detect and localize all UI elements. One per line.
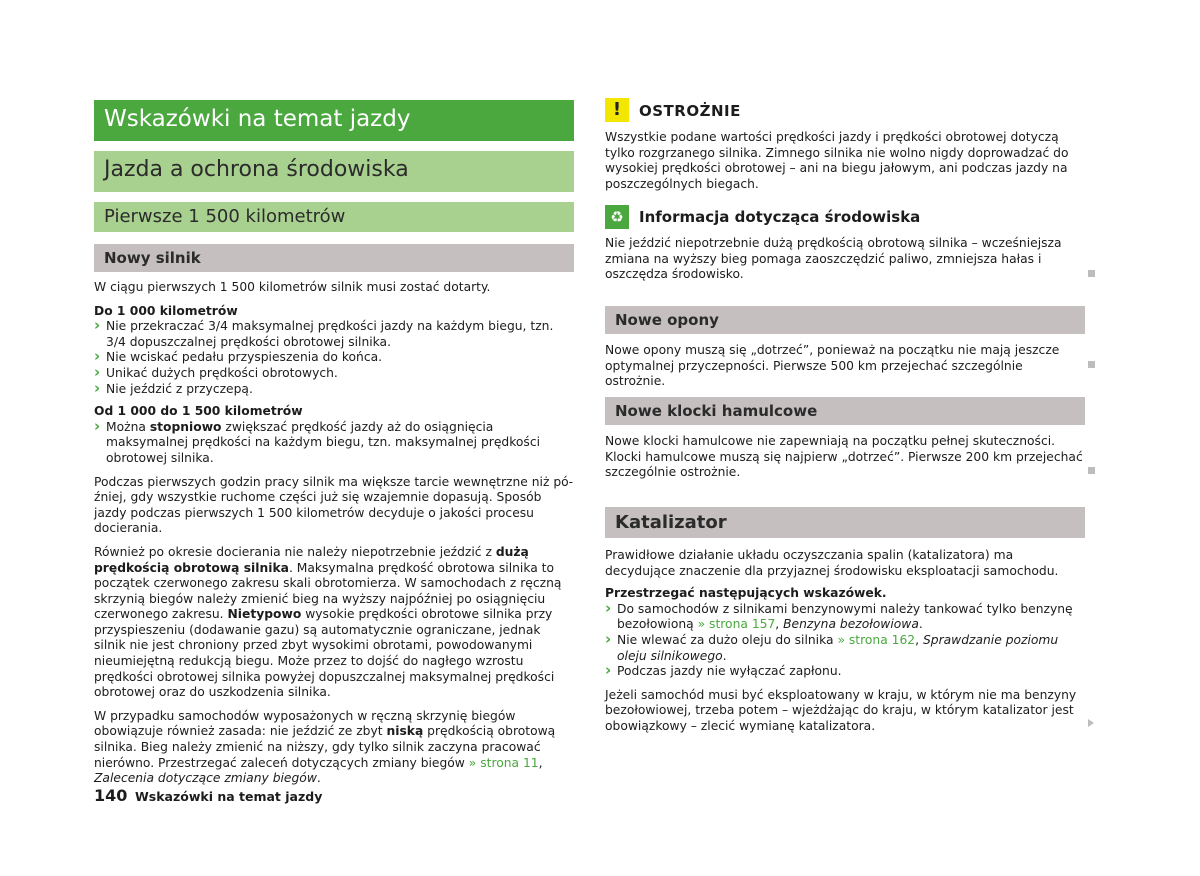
list-item: › Nie wciskać pedału przyspieszenia do końca. [94,350,574,366]
paragraph: W przypadku samochodów wyposażonych w ręczną skrzynię biegów obowiązuje również zasada: nie jeździć ze zbyt niską prędkością obrotową silnika. Bieg należy zmienić na niższy, gdy tylko silnik zaczyna pracować nierówno. Przestrzegać zaleceń dotyczących zmiany biegów » strona 11, Zalecenia dotyczące zmiany biegów. [94,708,556,786]
new-brake-pads-title: Nowe klocki hamulcowe [605,397,1085,425]
chapter-title: Wskazówki na temat jazdy [94,100,574,141]
caution-text: Wszystkie podane wartości prędkości jazdy i prędkości obrotowej dotyczą tylko rozgrzanego silnika. Zimnego silnika nie wolno nigdy doprowadzać do wysokiej prędkości obrotowej – ani na biegu jałowym, ani podczas jazdy na poszczególnych biegach. [605,130,1069,191]
section-end-square [1088,467,1095,474]
catalyst-title: Katalizator [605,507,1085,538]
list-item: › Nie przekraczać 3/4 maksymalnej prędkości jazdy na każdym biegu, tzn. 3/4 dopuszczalnej prędkości obrotowej silnika. [94,319,574,350]
list-item: › Można stopniowo zwiększać prędkość jazdy aż do osiągnięcia maksymalnej prędkości na każdym biegu, tzn. maksymalnej prędkości obrotowej silnika. [94,420,574,467]
section-title: Jazda a ochrona środowiska [94,151,574,192]
environment-note-title: Informacja dotycząca środowiska [639,208,921,226]
subheading-1500: Od 1 000 do 1 500 kilometrów [94,404,303,419]
paragraph: Również po okresie docierania nie należy niepotrzebnie jeździć z dużą prędkością obrotową silnika. Maksymalna prędkość obrotowa silnika to początek czerwonego zakresu skali obrotomierza. W samochodach z ręczną skrzynią biegów należy zmienić bieg na wyższy najpóźniej po osiągnięciu czerwonego zakresu. Nietypowo wysokie prędkości obrotowe silnika przy przyspieszeniu (dodawanie gazu) są automatycznie ograniczane, jednak silnik nie jest chroniony przed zbyt wysokimi obrotami, powodowanymi nieumiejętną redukcją biegu. Może przez to dojść do nagłego wzrostu prędkości obrotowej silnika powyżej dopuszczalnej maksymalnej prędkości obrotowej oraz do uszkodzenia silnika. [94,544,562,700]
page-link[interactable]: » strona 157 [697,617,776,632]
paragraph: Prawidłowe działanie układu oczyszczania spalin (katalizatora) ma decydujące znaczenie dla przyjaznej środowisku eksploatacji samochodu. [605,548,1059,578]
list-item: › Unikać dużych prędkości obrotowych. [94,366,574,382]
catalyst-content [605,548,1085,735]
continue-arrow [1088,719,1094,727]
paragraph: Jeżeli samochód musi być eksploatowany w kraju, w którym nie ma benzyny bezołowiowej, trzeba potem – wjeżdżając do kraju, w którym katalizator jest obowiązkowy – zlecić wymianę katalizatora. [605,687,1077,733]
list-item: › Podczas jazdy nie wyłączać zapłonu. [605,664,1085,680]
list-item: › Nie jeździć z przyczepą. [94,382,574,398]
caution-title: OSTROŻNIE [639,102,741,120]
new-tyres-text: Nowe opony muszą się „dotrzeć”, ponieważ na początku nie mają jeszcze optymalnej przyczepności. Pierwsze 500 km przejechać szczególnie ostrożnie. [605,343,1060,389]
topic-title: Nowy silnik [94,244,574,272]
paragraph: Podczas pierwszych godzin pracy silnik ma większe tarcie wewnętrzne niż później, gdy wszystkie ruchome części już się wzajemnie dopasują. Sposób jazdy podczas pierwszych 1 500 kilometrów decyduje o jakości procesu docierania. [94,474,574,536]
section-end-square [1088,270,1095,277]
new-engine-content [94,280,574,787]
exclamation-icon: ! [605,98,629,122]
subsection-title: Pierwsze 1 500 kilometrów [94,202,574,232]
page-link[interactable]: » strona 11 [468,755,539,770]
list-item: › Nie wlewać za dużo oleju do silnika » strona 162, Sprawdzanie poziomu oleju silnikowego. [605,633,1085,664]
recycle-icon: ♻ [605,205,629,229]
environment-note-text: Nie jeździć niepotrzebnie dużą prędkością obrotową silnika – wcześniejsza zmiana na wyższy bieg pomaga zaoszczędzić paliwo, zmniejsza hałas i oszczędza środowisko. [605,236,1062,282]
subheading: Przestrzegać następujących wskazówek. [605,586,887,601]
page-number: 140 [94,786,128,805]
section-end-square [1088,361,1095,368]
running-footer-title: Wskazówki na temat jazdy [135,789,323,804]
new-tyres-title: Nowe opony [605,306,1085,334]
page-link[interactable]: » strona 162 [837,632,916,647]
new-brake-pads-text: Nowe klocki hamulcowe nie zapewniają na początku pełnej skuteczności. Klocki hamulcowe muszą się najpierw „dotrzeć”. Pierwsze 200 km przejechać szczególnie ostrożnie. [605,434,1083,480]
subheading-1000: Do 1 000 kilometrów [94,303,238,318]
list-item: › Do samochodów z silnikami benzynowymi należy tankować tylko benzynę bezołowioną » strona 157, Benzyna bezołowiowa. [605,602,1085,633]
intro-paragraph: W ciągu pierwszych 1 500 kilometrów silnik musi zostać dotarty. [94,280,491,294]
